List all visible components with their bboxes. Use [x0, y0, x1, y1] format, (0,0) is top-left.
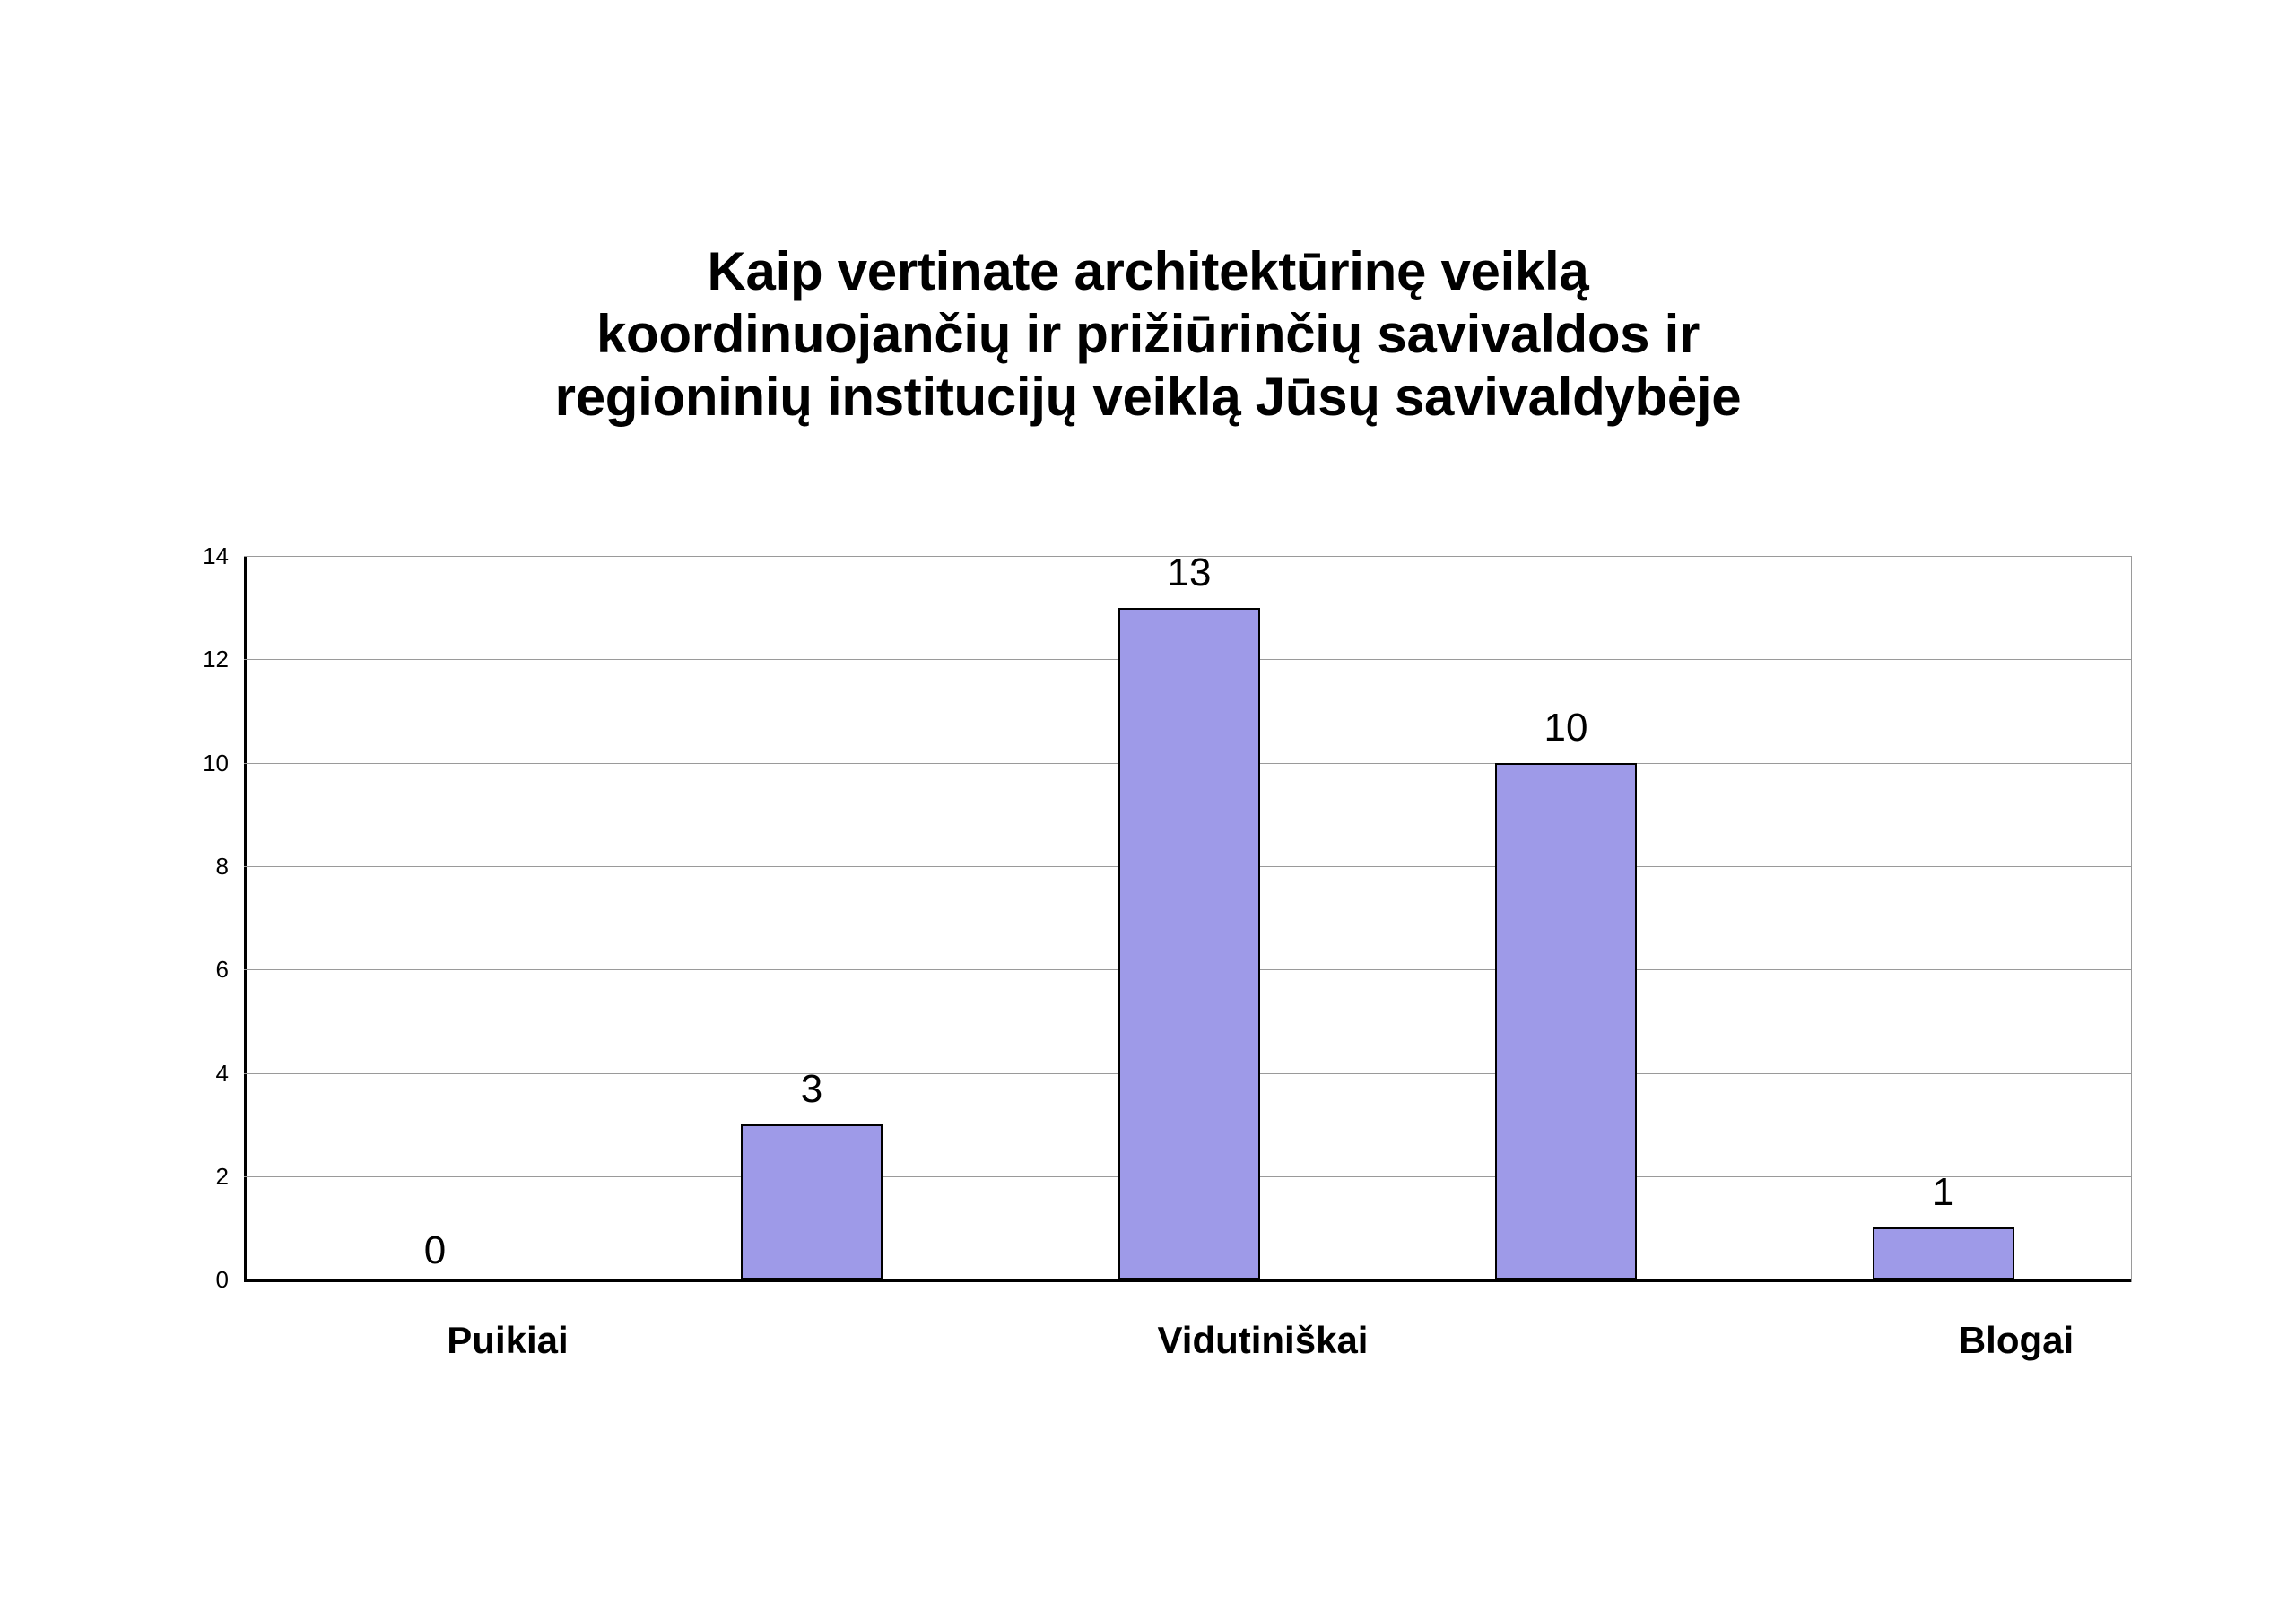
chart-title-line-3: regioninių institucijų veiklą Jūsų savivaldybėje [554, 367, 1742, 428]
y-tick-label-10: 10 [203, 750, 229, 776]
y-tick-label-12: 12 [203, 646, 229, 672]
bar-value-vidutiniskai: 13 [1167, 551, 1212, 594]
bar-value-4: 10 [1544, 706, 1588, 750]
y-tick-label-14: 14 [203, 542, 229, 569]
chart-title [0, 240, 2296, 429]
plot-area-wrapper [203, 542, 2132, 1293]
y-tick-label-8: 8 [215, 853, 229, 880]
bar-value-puikiai: 0 [423, 1228, 447, 1272]
bars-group [247, 551, 2132, 1279]
x-label-vidutiniskai: Vidutiniškai [1157, 1319, 1369, 1361]
x-label-puikiai: Puikiai [447, 1319, 569, 1361]
y-tick-label-2: 2 [215, 1163, 229, 1190]
y-tick-label-4: 4 [215, 1060, 229, 1087]
chart-title-line-1: Kaip vertinate architektūrinę veiklą [707, 241, 1589, 301]
y-tick-label-0: 0 [215, 1266, 229, 1293]
bar-4[interactable] [1495, 763, 1637, 1279]
y-tick-label-6: 6 [215, 956, 229, 983]
chart-title-line-2: koordinuojančių ir prižiūrinčių savivaldos ir [596, 304, 1700, 365]
bar-value-2: 3 [800, 1067, 823, 1111]
x-axis-labels [244, 1318, 2132, 1372]
bar-value-blogai: 1 [1932, 1170, 1955, 1214]
bar-2[interactable] [741, 1124, 883, 1279]
x-label-blogai: Blogai [1958, 1319, 2074, 1361]
bar-blogai[interactable] [1873, 1227, 2014, 1279]
bar-vidutiniskai[interactable] [1118, 608, 1260, 1279]
